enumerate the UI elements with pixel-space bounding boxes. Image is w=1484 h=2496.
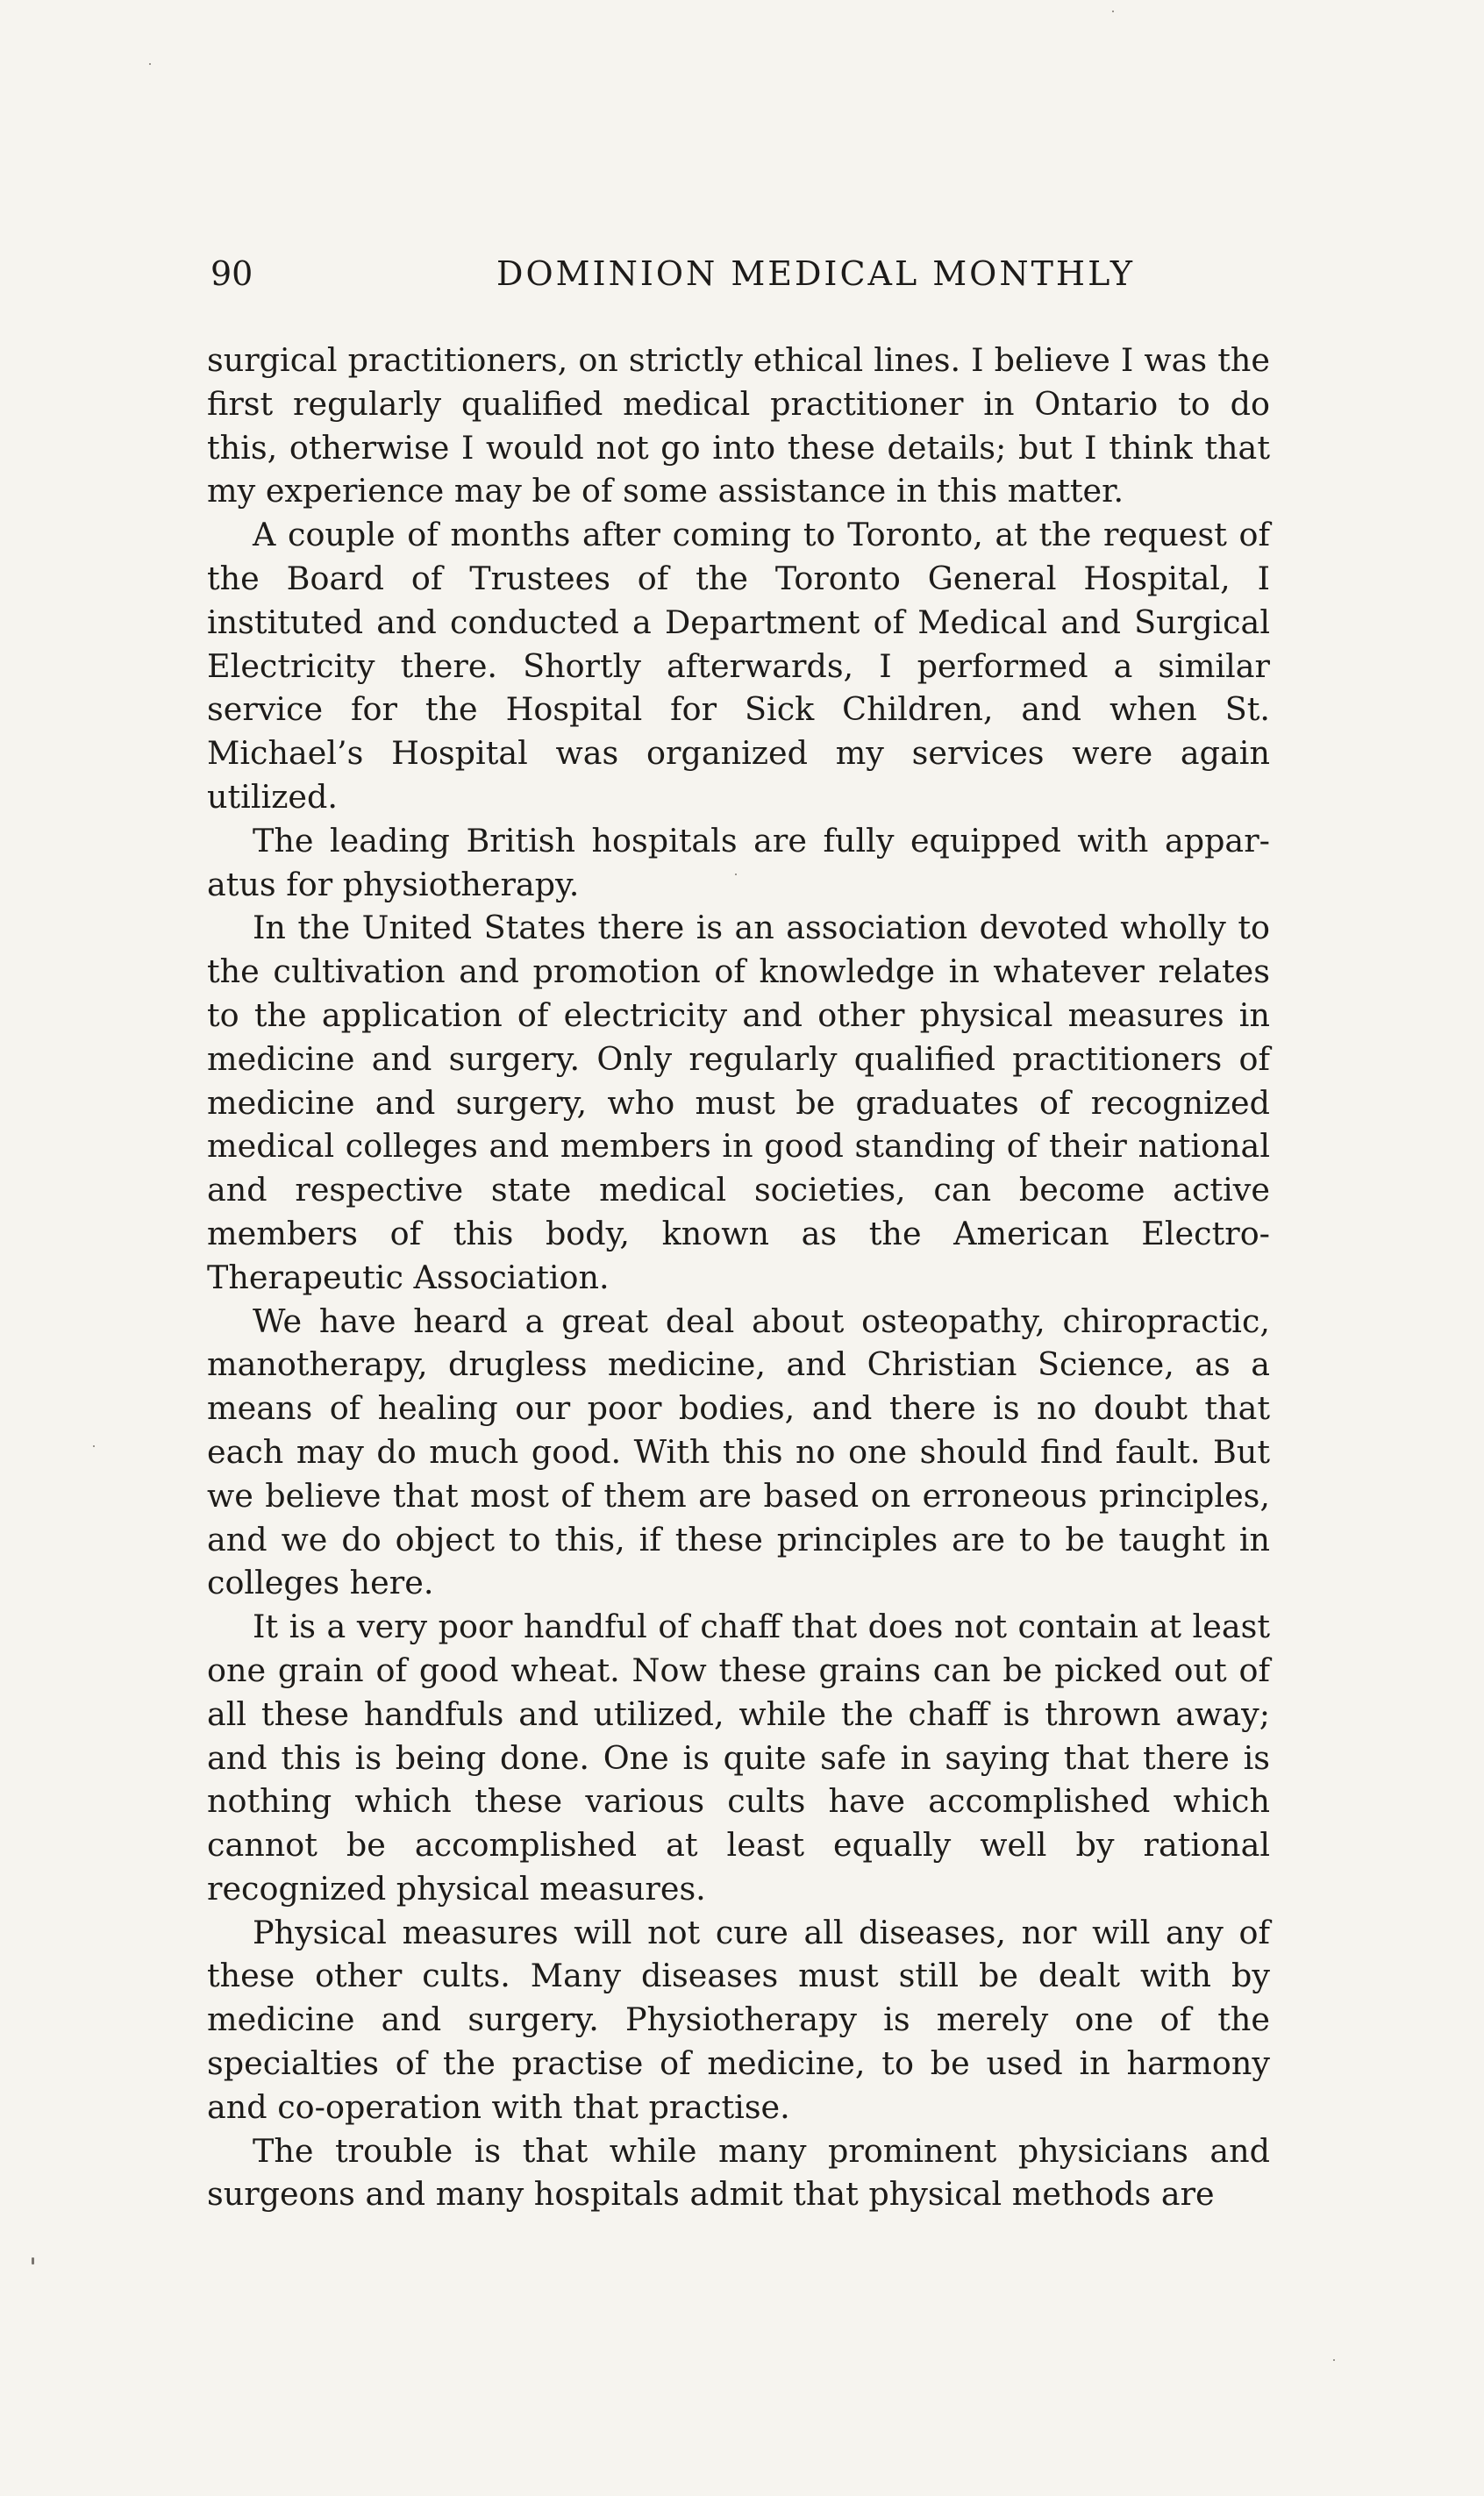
paper-speck [1333,2359,1335,2361]
running-head [210,247,1263,300]
page-number: 90 [210,254,253,293]
paragraph: The leading British hospitals are fully equipped with apparatus for physiotherapy. [207,821,1270,903]
paragraph: The trouble is that while many prominent physicians and surgeons and many hospitals admit that physical methods are [207,2131,1270,2214]
paragraph-continued: surgical practitioners, on strictly ethical lines. I believe I was the first regularly qualified medical practitioner in Ontario to do this, otherwise I would not go into these details; but I think that my experience may be of some assistance in this matter. [207,341,1270,510]
paragraph: It is a very poor handful of chaff that does not contain at least one grain of good wheat. Now these grains can be picked out of all these handfuls and utilized, while the chaff is thrown away; and this is being done. One is quite safe in saying that there is nothing which these various cults have accomplished which cannot be accomplished at least equally well by rational recognized physical measures. [207,1608,1270,1908]
paragraph: We have heard a great deal about osteopathy, chiropractic, manotherapy, drugless medicine, and Christian Science, as a means of healing our poor bodies, and there is no doubt that each may do much good. With this no one should find fault. But we believe that most of them are based on erroneous principles, and we do object to this, if these principles are to be taught in colleges here. [207,1301,1270,1602]
paper-speck [735,874,737,875]
journal-title: DOMINION MEDICAL MONTHLY [496,254,1135,293]
paper-speck [1112,11,1114,12]
paper-speck [93,1445,95,1447]
paragraph: In the United States there is an association devoted wholly to the cultivation and promotion of knowledge in whatever relates to the application of electricity and other physical measures in medicine and surgery. Only regularly qualified practitioners of medicine and surgery, who must be graduates of recognized medical colleges and members in good standing of their national and respective state medical societies, can become active members of this body, known as the American Electro-Therapeutic Association. [207,909,1270,1296]
paper-speck [149,63,151,65]
body-text [207,339,1270,2216]
paragraph: A couple of months after coming to Toronto, at the request of the Board of Trustees of the Toronto General Hospital, I instituted and conducted a Department of Medical and Surgical Electricity there. Shortly afterwards, I performed a similar service for the Hospital for Sick Children, and when St. Michael’s Hospital was organized my services were again utilized. [207,516,1270,816]
paragraph: Physical measures will not cure all diseases, nor will any of these other cults. Many diseases must still be dealt with by medicine and surgery. Physiotherapy is merely one of the specialties of the practise of medicine, to be used in harmony and co-operation with that practise. [207,1913,1270,2126]
paper-speck [32,2257,34,2264]
